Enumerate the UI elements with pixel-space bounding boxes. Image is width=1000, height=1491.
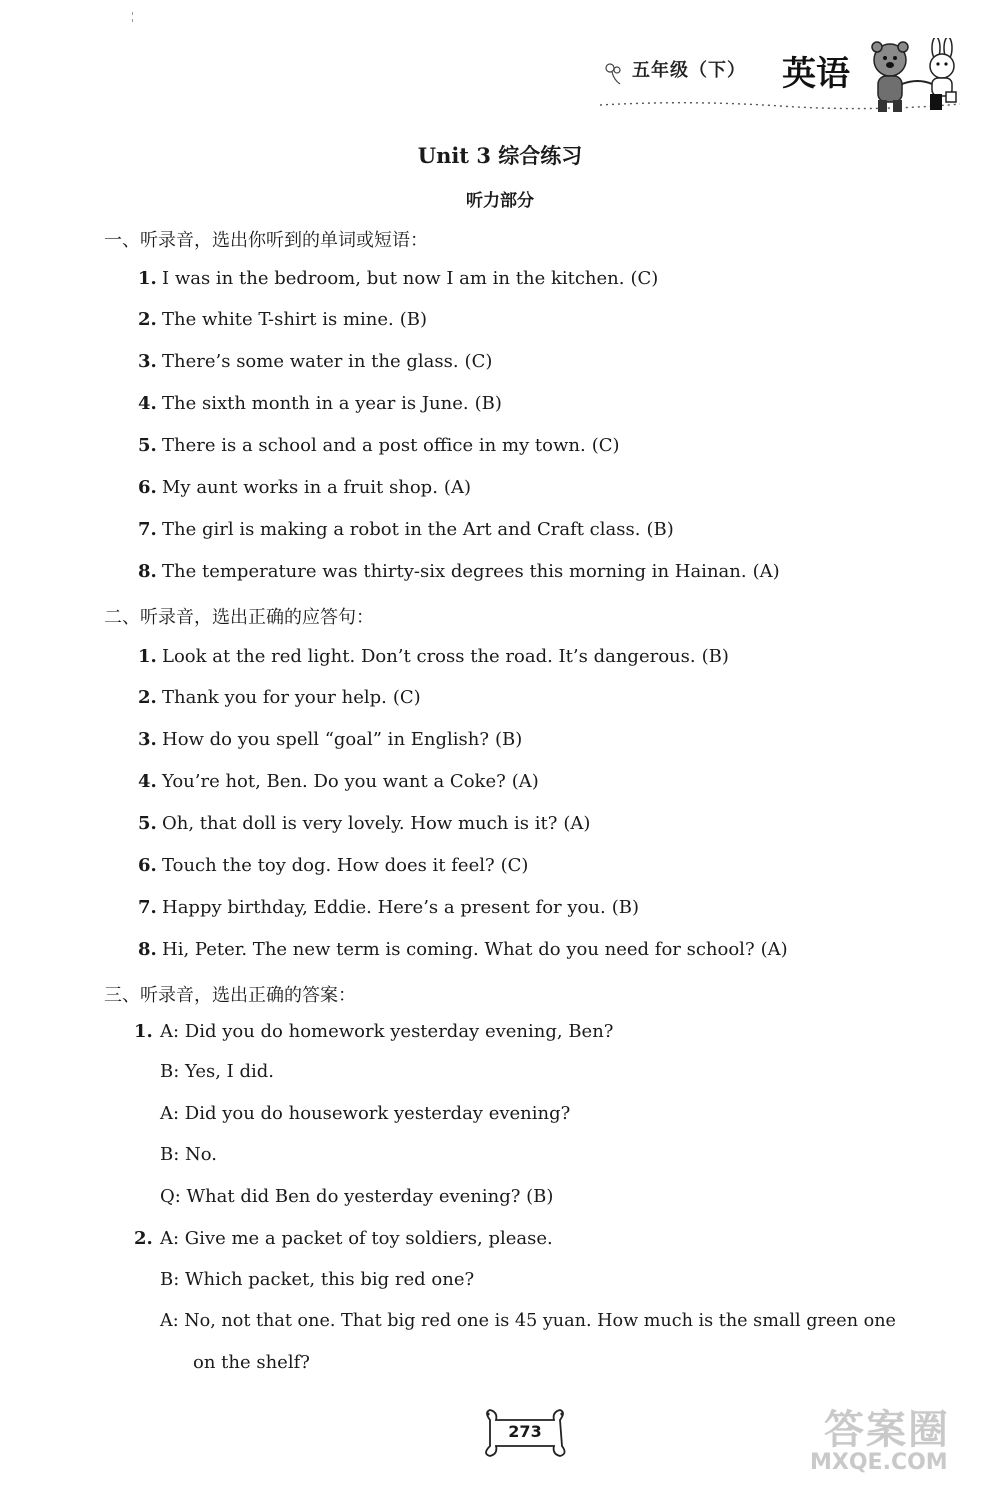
list-item bbox=[138, 519, 674, 540]
list-item bbox=[138, 477, 471, 498]
dialogue-line: Q: What did Ben do yesterday evening? (B) bbox=[160, 1186, 554, 1207]
dialogue-number: 1. bbox=[134, 1021, 153, 1042]
scan-mark bbox=[132, 10, 134, 24]
item-text: Hi, Peter. The new term is coming. What do you need for school? bbox=[162, 939, 755, 960]
list-item bbox=[138, 771, 539, 792]
item-number: 5. bbox=[138, 435, 157, 456]
page-title: Unit 3 综合练习 bbox=[417, 143, 583, 168]
item-text: The white T-shirt is mine. bbox=[162, 309, 394, 330]
item-answer: (B) bbox=[611, 897, 639, 918]
item-number: 2. bbox=[138, 687, 157, 708]
item-answer: (C) bbox=[591, 435, 620, 456]
dialogue-line: A: Give me a packet of toy soldiers, please. bbox=[160, 1228, 553, 1249]
item-text: Thank you for your help. bbox=[162, 687, 387, 708]
item-number: 8. bbox=[138, 939, 157, 960]
item-text: I was in the bedroom, but now I am in the kitchen. bbox=[162, 268, 625, 289]
list-item bbox=[138, 393, 502, 414]
list-item bbox=[138, 813, 590, 834]
item-answer: (A) bbox=[443, 477, 471, 498]
bear-rabbit-mascot-icon bbox=[860, 38, 970, 116]
page-header bbox=[590, 38, 980, 118]
dialogue-line: A: Did you do homework yesterday evening, Ben? bbox=[160, 1021, 614, 1042]
item-text: There is a school and a post office in my town. bbox=[162, 435, 586, 456]
section-heading-3: 三、听录音，选出正确的答案： bbox=[104, 985, 356, 1006]
dialogue-line: on the shelf? bbox=[193, 1352, 310, 1373]
item-answer: (B) bbox=[701, 646, 729, 667]
flower-icon bbox=[598, 58, 628, 88]
item-number: 7. bbox=[138, 897, 157, 918]
item-answer: (B) bbox=[474, 393, 502, 414]
item-text: Touch the toy dog. How does it feel? bbox=[162, 855, 495, 876]
item-answer: (B) bbox=[399, 309, 428, 330]
item-text: Oh, that doll is very lovely. How much is it? bbox=[162, 813, 558, 834]
item-answer: (C) bbox=[630, 268, 659, 289]
item-text: The temperature was thirty-six degrees this morning in Hainan. bbox=[162, 561, 747, 582]
grade-label: 五年级（下） bbox=[632, 60, 746, 81]
item-answer: (A) bbox=[511, 771, 539, 792]
item-answer: (C) bbox=[500, 855, 529, 876]
item-answer: (A) bbox=[752, 561, 780, 582]
watermark-url: MXQE.COM bbox=[810, 1450, 948, 1475]
item-number: 7. bbox=[138, 519, 157, 540]
watermark-logo-text: 答案圈 bbox=[824, 1407, 950, 1453]
section-subtitle: 听力部分 bbox=[466, 191, 534, 211]
item-number: 6. bbox=[138, 855, 157, 876]
item-answer: (C) bbox=[464, 351, 493, 372]
list-item bbox=[138, 561, 780, 582]
page-number: 273 bbox=[508, 1422, 542, 1441]
item-number: 2. bbox=[138, 309, 157, 330]
item-text: The sixth month in a year is June. bbox=[162, 393, 469, 414]
list-item bbox=[138, 435, 620, 456]
item-number: 8. bbox=[138, 561, 157, 582]
list-item bbox=[138, 729, 522, 750]
item-answer: (C) bbox=[392, 687, 421, 708]
list-item bbox=[138, 897, 639, 918]
item-number: 4. bbox=[138, 393, 157, 414]
item-number: 1. bbox=[138, 646, 157, 667]
dialogue-line: A: No, not that one. That big red one is 45 yuan. How much is the small green one bbox=[160, 1311, 896, 1331]
item-text: Look at the red light. Don’t cross the road. It’s dangerous. bbox=[162, 646, 696, 667]
subject-label: 英语 bbox=[782, 54, 850, 94]
list-item bbox=[138, 351, 492, 372]
list-item bbox=[138, 646, 729, 667]
item-text: The girl is making a robot in the Art and Craft class. bbox=[162, 519, 641, 540]
list-item bbox=[138, 309, 427, 330]
item-text: Happy birthday, Eddie. Here’s a present for you. bbox=[162, 897, 606, 918]
watermark bbox=[800, 1398, 990, 1484]
list-item bbox=[138, 939, 788, 960]
item-number: 5. bbox=[138, 813, 157, 834]
item-text: You’re hot, Ben. Do you want a Coke? bbox=[162, 771, 506, 792]
section-heading-1: 一、听录音，选出你听到的单词或短语： bbox=[104, 230, 428, 251]
page-number-badge bbox=[480, 1408, 570, 1458]
item-answer: (B) bbox=[646, 519, 674, 540]
dialogue-number: 2. bbox=[134, 1228, 153, 1249]
item-number: 3. bbox=[138, 729, 157, 750]
list-item bbox=[138, 855, 528, 876]
item-text: There’s some water in the glass. bbox=[162, 351, 459, 372]
list-item bbox=[138, 687, 421, 708]
dialogue-line: B: Which packet, this big red one? bbox=[160, 1269, 475, 1290]
dialogue-line: B: Yes, I did. bbox=[160, 1061, 275, 1082]
item-number: 3. bbox=[138, 351, 157, 372]
item-number: 1. bbox=[138, 268, 157, 289]
section-heading-2: 二、听录音，选出正确的应答句： bbox=[104, 607, 374, 628]
item-answer: (A) bbox=[563, 813, 591, 834]
dialogue-line: B: No. bbox=[160, 1144, 218, 1165]
item-answer: (B) bbox=[495, 729, 523, 750]
dialogue-line: A: Did you do housework yesterday evening? bbox=[160, 1103, 571, 1124]
item-text: How do you spell “goal” in English? bbox=[162, 729, 490, 750]
item-number: 4. bbox=[138, 771, 157, 792]
item-answer: (A) bbox=[760, 939, 788, 960]
item-number: 6. bbox=[138, 477, 157, 498]
item-text: My aunt works in a fruit shop. bbox=[162, 477, 438, 498]
list-item bbox=[138, 268, 658, 289]
